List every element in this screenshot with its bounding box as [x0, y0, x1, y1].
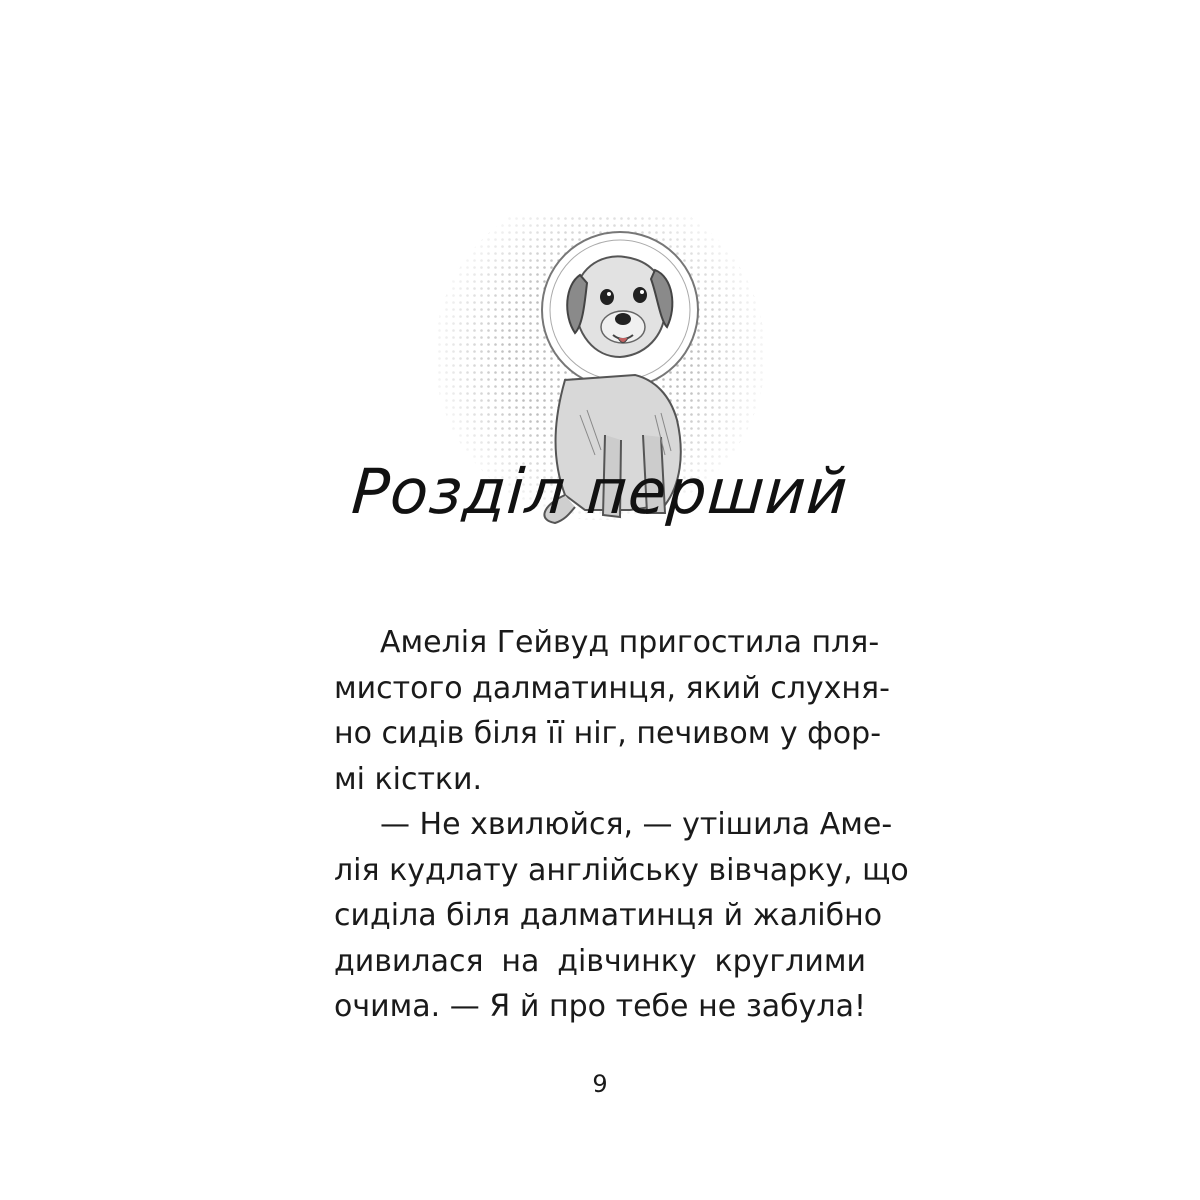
text-line: — Не хвилюйся, — утішила Аме-	[380, 807, 893, 842]
body-text	[334, 620, 909, 1030]
text-line: Амелія Гейвуд пригостила пля-	[380, 625, 880, 660]
page-number: 9	[592, 1070, 608, 1098]
text-line: но сидів біля її ніг, печивом у фор-	[334, 716, 882, 751]
text-line: дивилася на дівчинку круглими	[334, 943, 866, 979]
text-line: сиділа біля далматинця й жалібно	[334, 898, 883, 933]
text-line: лія кудлату англійську вівчарку, що	[334, 852, 909, 888]
text-line: очима. — Я й про тебе не забула!	[334, 989, 866, 1024]
chapter-title: Розділ перший	[349, 455, 851, 528]
text-line: мистого далматинця, який слухня-	[334, 670, 890, 706]
text-line: мі кістки.	[334, 761, 483, 797]
